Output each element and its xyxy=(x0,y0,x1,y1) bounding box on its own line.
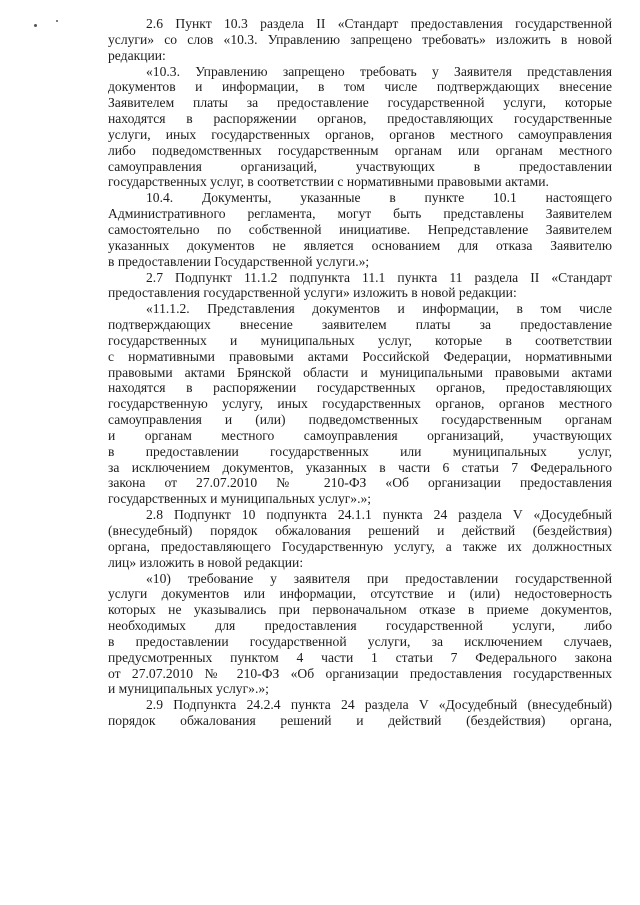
document-line: 2.6 Пункт 10.3 раздела II «Стандарт предоставления государственной xyxy=(146,16,612,31)
document-line: в предоставлении Государственной услуги.»; xyxy=(108,253,370,269)
document-line: от 27.07.2010 № 210-ФЗ «Об организации предоставления государственных xyxy=(108,665,612,681)
document-line: редакции: xyxy=(108,47,166,63)
document-line: самостоятельно по собственной инициативе. Непредставление Заявителем xyxy=(108,221,612,237)
document-line: государственных и муниципальных услуг, которые в соответствии xyxy=(108,332,612,348)
document-line: самоуправления организаций, участвующих в предоставлении xyxy=(108,158,612,174)
scan-speck xyxy=(34,24,37,27)
document-line: указанных документов не является основанием для отказа Заявителю xyxy=(108,237,612,253)
document-page xyxy=(108,16,612,729)
document-line: предоставления государственной услуги» изложить в новой редакции: xyxy=(108,285,517,301)
document-line: находятся в распоряжении органов, предоставляющих государственные xyxy=(108,111,612,127)
document-line: лиц» изложить в новой редакции: xyxy=(108,554,304,570)
document-line: Административного регламента, могут быть представлены Заявителем xyxy=(108,206,612,222)
document-line: закона от 27.07.2010 № 210-ФЗ «Об организации предоставления xyxy=(108,475,612,491)
document-line: (внесудебный) порядок обжалования решений и действий (бездействия) xyxy=(108,523,612,538)
document-line: порядок обжалования решений и действий (бездействия) органа, xyxy=(108,713,612,729)
document-line: услуги, иных государственных органов, органов местного самоуправления xyxy=(108,126,612,142)
document-line: услуги документов или информации, отсутствие и (или) недостоверность xyxy=(108,586,612,602)
document-line: необходимых для предоставления государственной услуги, либо xyxy=(108,618,612,634)
document-line: 2.8 Подпункт 10 подпункта 24.1.1 пункта 24 раздела V «Досудебный xyxy=(146,507,612,523)
document-line: «11.1.2. Представления документов и информации, в том числе xyxy=(146,301,612,317)
document-line: документов и информации, в том числе подтверждающих внесение xyxy=(108,79,612,95)
document-line: либо подведомственных государственным органам или органам местного xyxy=(108,142,612,158)
document-line: услуги» со слов «10.3. Управлению запрещено требовать» изложить в новой xyxy=(108,31,612,47)
document-line: самоуправления и (или) подведомственных государственным органам xyxy=(108,412,612,428)
document-line: предусмотренных пунктом 4 части 1 статьи 7 Федерального закона xyxy=(108,649,612,665)
document-line: правовыми актами Брянской области и муниципальными правовыми актами xyxy=(108,364,612,380)
document-line: в предоставлении государственной услуги, за исключением случаев, xyxy=(108,633,612,649)
document-line: «10) требование у заявителя при предоставлении государственной xyxy=(146,570,612,586)
document-line: подтверждающих внесение заявителем платы за предоставление xyxy=(108,317,612,333)
document-line: государственную услугу, иных государственных органов, органов местного xyxy=(108,396,612,412)
document-line: с нормативными правовыми актами Российской Федерации, нормативными xyxy=(108,348,612,364)
document-line: в предоставлении государственных или муниципальных услуг, xyxy=(108,443,612,459)
document-line: «10.3. Управлению запрещено требовать у Заявителя представления xyxy=(146,63,612,79)
document-line: Заявителем платы за предоставление государственной услуги, которые xyxy=(108,95,612,111)
document-line: которых не указывались при первоначальном отказе в приеме документов, xyxy=(108,602,612,618)
document-line: находятся в распоряжении государственных органов, предоставляющих xyxy=(108,380,612,396)
document-line: 2.7 Подпункт 11.1.2 подпункта 11.1 пункта 11 раздела II «Стандарт xyxy=(146,269,612,285)
document-line: 10.4. Документы, указанные в пункте 10.1 настоящего xyxy=(146,190,612,206)
document-line: и муниципальных услуг».»; xyxy=(108,681,269,697)
document-line: за исключением документов, указанных в части 6 статьи 7 Федерального xyxy=(108,459,612,475)
document-line: государственных услуг, в соответствии с нормативными правовыми актами. xyxy=(108,174,549,190)
document-line: государственных и муниципальных услуг».»; xyxy=(108,491,372,507)
document-line: органа, предоставляющего Государственную услугу, а также их должностных xyxy=(108,538,612,554)
scan-speck xyxy=(56,20,58,22)
document-line: 2.9 Подпункта 24.2.4 пункта 24 раздела V «Досудебный (внесудебный) xyxy=(146,697,612,713)
document-line: и органам местного самоуправления организаций, участвующих xyxy=(108,427,612,443)
